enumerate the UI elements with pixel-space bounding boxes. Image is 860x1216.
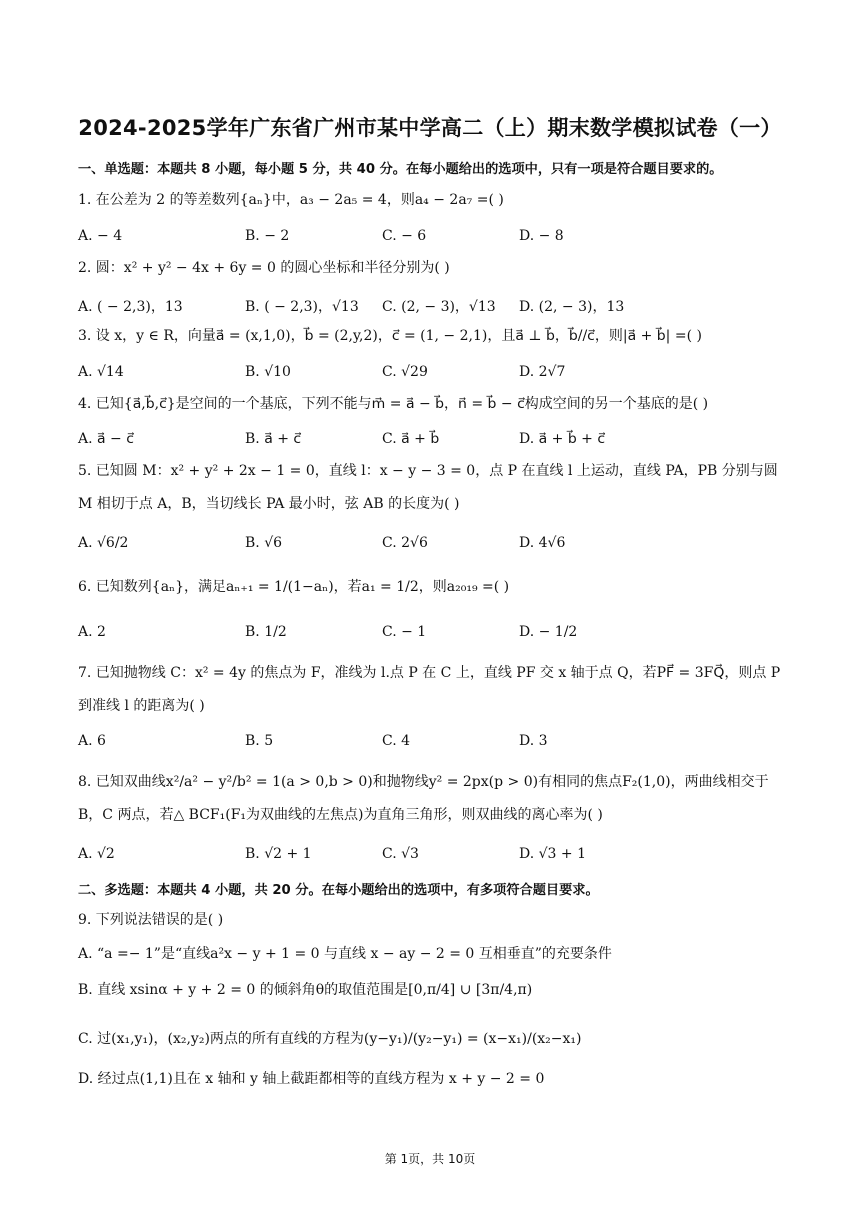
option-d: D. − 8 — [519, 228, 564, 244]
question-9-option-a: A. “a =− 1”是“直线a²x − y + 1 = 0 与直线 x − ay − 2 = 0 互相垂直”的充要条件 — [78, 946, 612, 962]
question-7: 7. 已知抛物线 C：x² = 4y 的焦点为 F，准线为 l.点 P 在 C 上，直线 PF 交 x 轴于点 Q，若PF⃗ = 3FQ⃗，则点 P 到准线 l 的距离为( ) — [78, 665, 781, 714]
question-3-options — [78, 364, 784, 386]
option-a: A. √2 — [78, 846, 115, 862]
question-9-option-b: B. 直线 xsinα + y + 2 = 0 的倾斜角θ的取值范围是[0,π/4] ∪ [3π/4,π) — [78, 982, 533, 998]
option-d: D. 2√7 — [519, 364, 566, 380]
question-9-option-d: D. 经过点(1,1)且在 x 轴和 y 轴上截距都相等的直线方程为 x + y − 2 = 0 — [78, 1071, 545, 1087]
option-a: A. 6 — [78, 733, 106, 749]
option-c: C. (2, − 3)，√13 — [382, 299, 496, 315]
option-b: B. √10 — [245, 364, 291, 380]
option-c: C. √29 — [382, 364, 428, 380]
question-2-options — [78, 296, 784, 318]
question-4-options — [78, 431, 784, 453]
option-c: C. √3 — [382, 846, 419, 862]
page-title: 2024-2025学年广东省广州市某中学高二（上）期末数学模拟试卷（一） — [78, 116, 782, 140]
option-a: A. √14 — [78, 364, 124, 380]
option-d: D. a⃗ + b⃗ + c⃗ — [519, 431, 606, 447]
option-d: D. 4√6 — [519, 535, 566, 551]
option-c: C. 4 — [382, 733, 411, 749]
option-d: D. 3 — [519, 733, 548, 749]
option-c: C. a⃗ + b⃗ — [382, 431, 440, 447]
option-a: A. 2 — [78, 624, 106, 640]
question-3: 3. 设 x，y ∈ R，向量a⃗ = (x,1,0)，b⃗ = (2,y,2)，c⃗ = (1, − 2,1)，且a⃗ ⊥ b⃗，b⃗//c⃗，则|a⃗ + b⃗| =( ) — [78, 328, 702, 344]
section-heading-single-choice: 一、单选题：本题共 8 小题，每小题 5 分，共 40 分。在每小题给出的选项中，只有一项是符合题目要求的。 — [78, 162, 723, 177]
option-a: A. − 4 — [78, 228, 123, 244]
option-a: A. √6/2 — [78, 535, 129, 551]
question-1-options — [78, 228, 784, 250]
option-d: D. − 1/2 — [519, 624, 578, 640]
option-b: B. 5 — [245, 733, 274, 749]
page-footer: 第 1页，共 10页 — [384, 1152, 476, 1166]
section-heading-multi-choice: 二、多选题：本题共 4 小题，共 20 分。在每小题给出的选项中，有多项符合题目要求。 — [78, 883, 599, 898]
option-c: C. 2√6 — [382, 535, 428, 551]
question-8-options — [78, 846, 784, 868]
option-d: D. (2, − 3)，13 — [519, 299, 625, 315]
option-d: D. √3 + 1 — [519, 846, 586, 862]
option-b: B. √2 + 1 — [245, 846, 312, 862]
question-9: 9. 下列说法错误的是( ) — [78, 912, 224, 928]
question-7-options — [78, 733, 784, 755]
option-a: A. ( − 2,3)，13 — [78, 299, 183, 315]
option-b: B. ( − 2,3)，√13 — [245, 299, 359, 315]
question-6-options — [78, 624, 784, 646]
option-b: B. a⃗ + c⃗ — [245, 431, 302, 447]
option-b: B. 1/2 — [245, 624, 287, 640]
question-8: 8. 已知双曲线x²/a² − y²/b² = 1(a > 0,b > 0)和抛物线y² = 2px(p > 0)有相同的焦点F₂(1,0)，两曲线相交于 B，C 两点，若△ BCF₁(F₁为双曲线的左焦点)为直角三角形，则双曲线的离心率为( ) — [78, 774, 769, 823]
option-b: B. √6 — [245, 535, 283, 551]
option-a: A. a⃗ − c⃗ — [78, 431, 134, 447]
question-5: 5. 已知圆 M：x² + y² + 2x − 1 = 0，直线 l：x − y − 3 = 0，点 P 在直线 l 上运动，直线 PA，PB 分别与圆 M 相切于点 A，B，当切线长 PA 最小时，弦 AB 的长度为( ) — [78, 463, 778, 512]
question-1: 1. 在公差为 2 的等差数列{aₙ}中，a₃ − 2a₅ = 4，则a₄ − 2a₇ =( ) — [78, 192, 504, 208]
question-2: 2. 圆：x² + y² − 4x + 6y = 0 的圆心坐标和半径分别为( ) — [78, 260, 450, 276]
question-4: 4. 已知{a⃗,b⃗,c⃗}是空间的一个基底，下列不能与m⃗ = a⃗ − b⃗，n⃗ = b⃗ − c⃗构成空间的另一个基底的是( ) — [78, 396, 709, 412]
question-9-option-c: C. 过(x₁,y₁)，(x₂,y₂)两点的所有直线的方程为(y−y₁)/(y₂−y₁) = (x−x₁)/(x₂−x₁) — [78, 1031, 582, 1047]
option-c: C. − 6 — [382, 228, 427, 244]
question-5-options — [78, 535, 784, 557]
option-b: B. − 2 — [245, 228, 290, 244]
question-6: 6. 已知数列{aₙ}，满足aₙ₊₁ = 1/(1−aₙ)，若a₁ = 1/2，则a₂₀₁₉ =( ) — [78, 579, 510, 595]
option-c: C. − 1 — [382, 624, 427, 640]
